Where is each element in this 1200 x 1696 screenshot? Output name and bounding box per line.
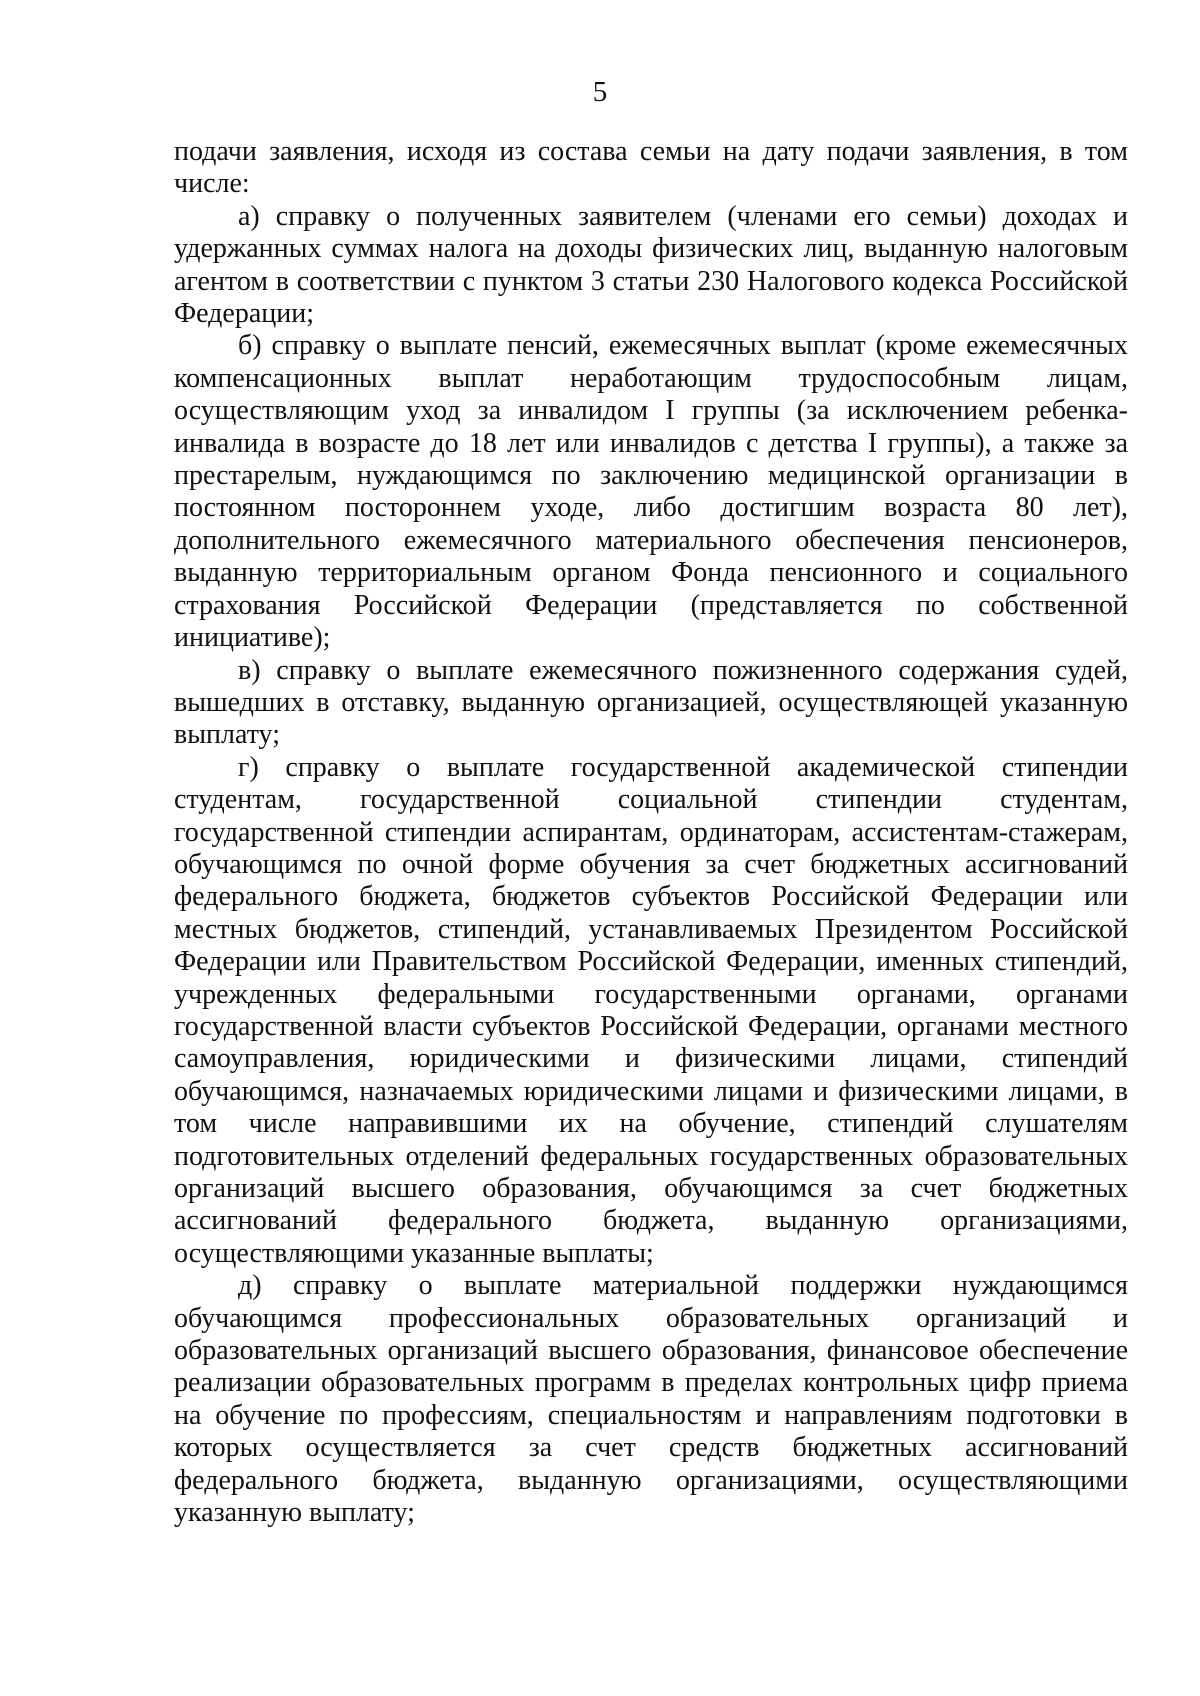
paragraph-item-v: в) справку о выплате ежемесячного пожизненного содержания судей, вышедших в отставку, выданную организацией, осуществляющей указанную выплату; [174,654,1128,751]
paragraph-item-a: а) справку о полученных заявителем (членами его семьи) доходах и удержанных суммах налога на доходы физических лиц, выданную налоговым агентом в соответствии с пунктом 3 статьи 230 Налогового кодекса Российской Федерации; [174,200,1128,330]
paragraph-item-b: б) справку о выплате пенсий, ежемесячных выплат (кроме ежемесячных компенсационных выплат неработающим трудоспособным лицам, осуществляющим уход за инвалидом I группы (за исключением ребенка-инвалида в возрасте до 18 лет или инвалидов с детства I группы), а также за престарелым, нуждающимся по заключению медицинской организации в постоянном постороннем уходе, либо достигшим возраста 80 лет), дополнительного ежемесячного материального обеспечения пенсионеров, выданную территориальным органом Фонда пенсионного и социального страхования Российской Федерации (представляется по собственной инициативе); [174,330,1128,654]
paragraph-item-g: г) справку о выплате государственной академической стипендии студентам, государственной социальной стипендии студентам, государственной стипендии аспирантам, ординаторам, ассистентам-стажерам, обучающимся по очной форме обучения за счет бюджетных ассигнований федерального бюджета, бюджетов субъектов Российской Федерации или местных бюджетов, стипендий, устанавливаемых Президентом Российской Федерации или Правительством Российской Федерации, именных стипендий, учрежденных федеральными государственными органами, органами государственной власти субъектов Российской Федерации, органами местного самоуправления, юридическими и физическими лицами, стипендий обучающимся, назначаемых юридическими лицами и физическими лицами, в том числе направившими их на обучение, стипендий слушателям подготовительных отделений федеральных государственных образовательных организаций высшего образования, обучающимся за счет бюджетных ассигнований федерального бюджета, выданную организациями, осуществляющими указанные выплаты; [174,751,1128,1269]
paragraph-intro: подачи заявления, исходя из состава семьи на дату подачи заявления, в том числе: [174,136,1128,200]
paragraph-item-d: д) справку о выплате материальной поддержки нуждающимся обучающимся профессиональных образовательных организаций и образовательных организаций высшего образования, финансовое обеспечение реализации образовательных программ в пределах контрольных цифр приема на обучение по профессиям, специальностям и направлениям подготовки в которых осуществляется за счет средств бюджетных ассигнований федерального бюджета, выданную организациями, осуществляющими указанную выплату; [174,1270,1128,1529]
document-body [174,136,1128,1529]
page-number: 5 [592,76,608,108]
